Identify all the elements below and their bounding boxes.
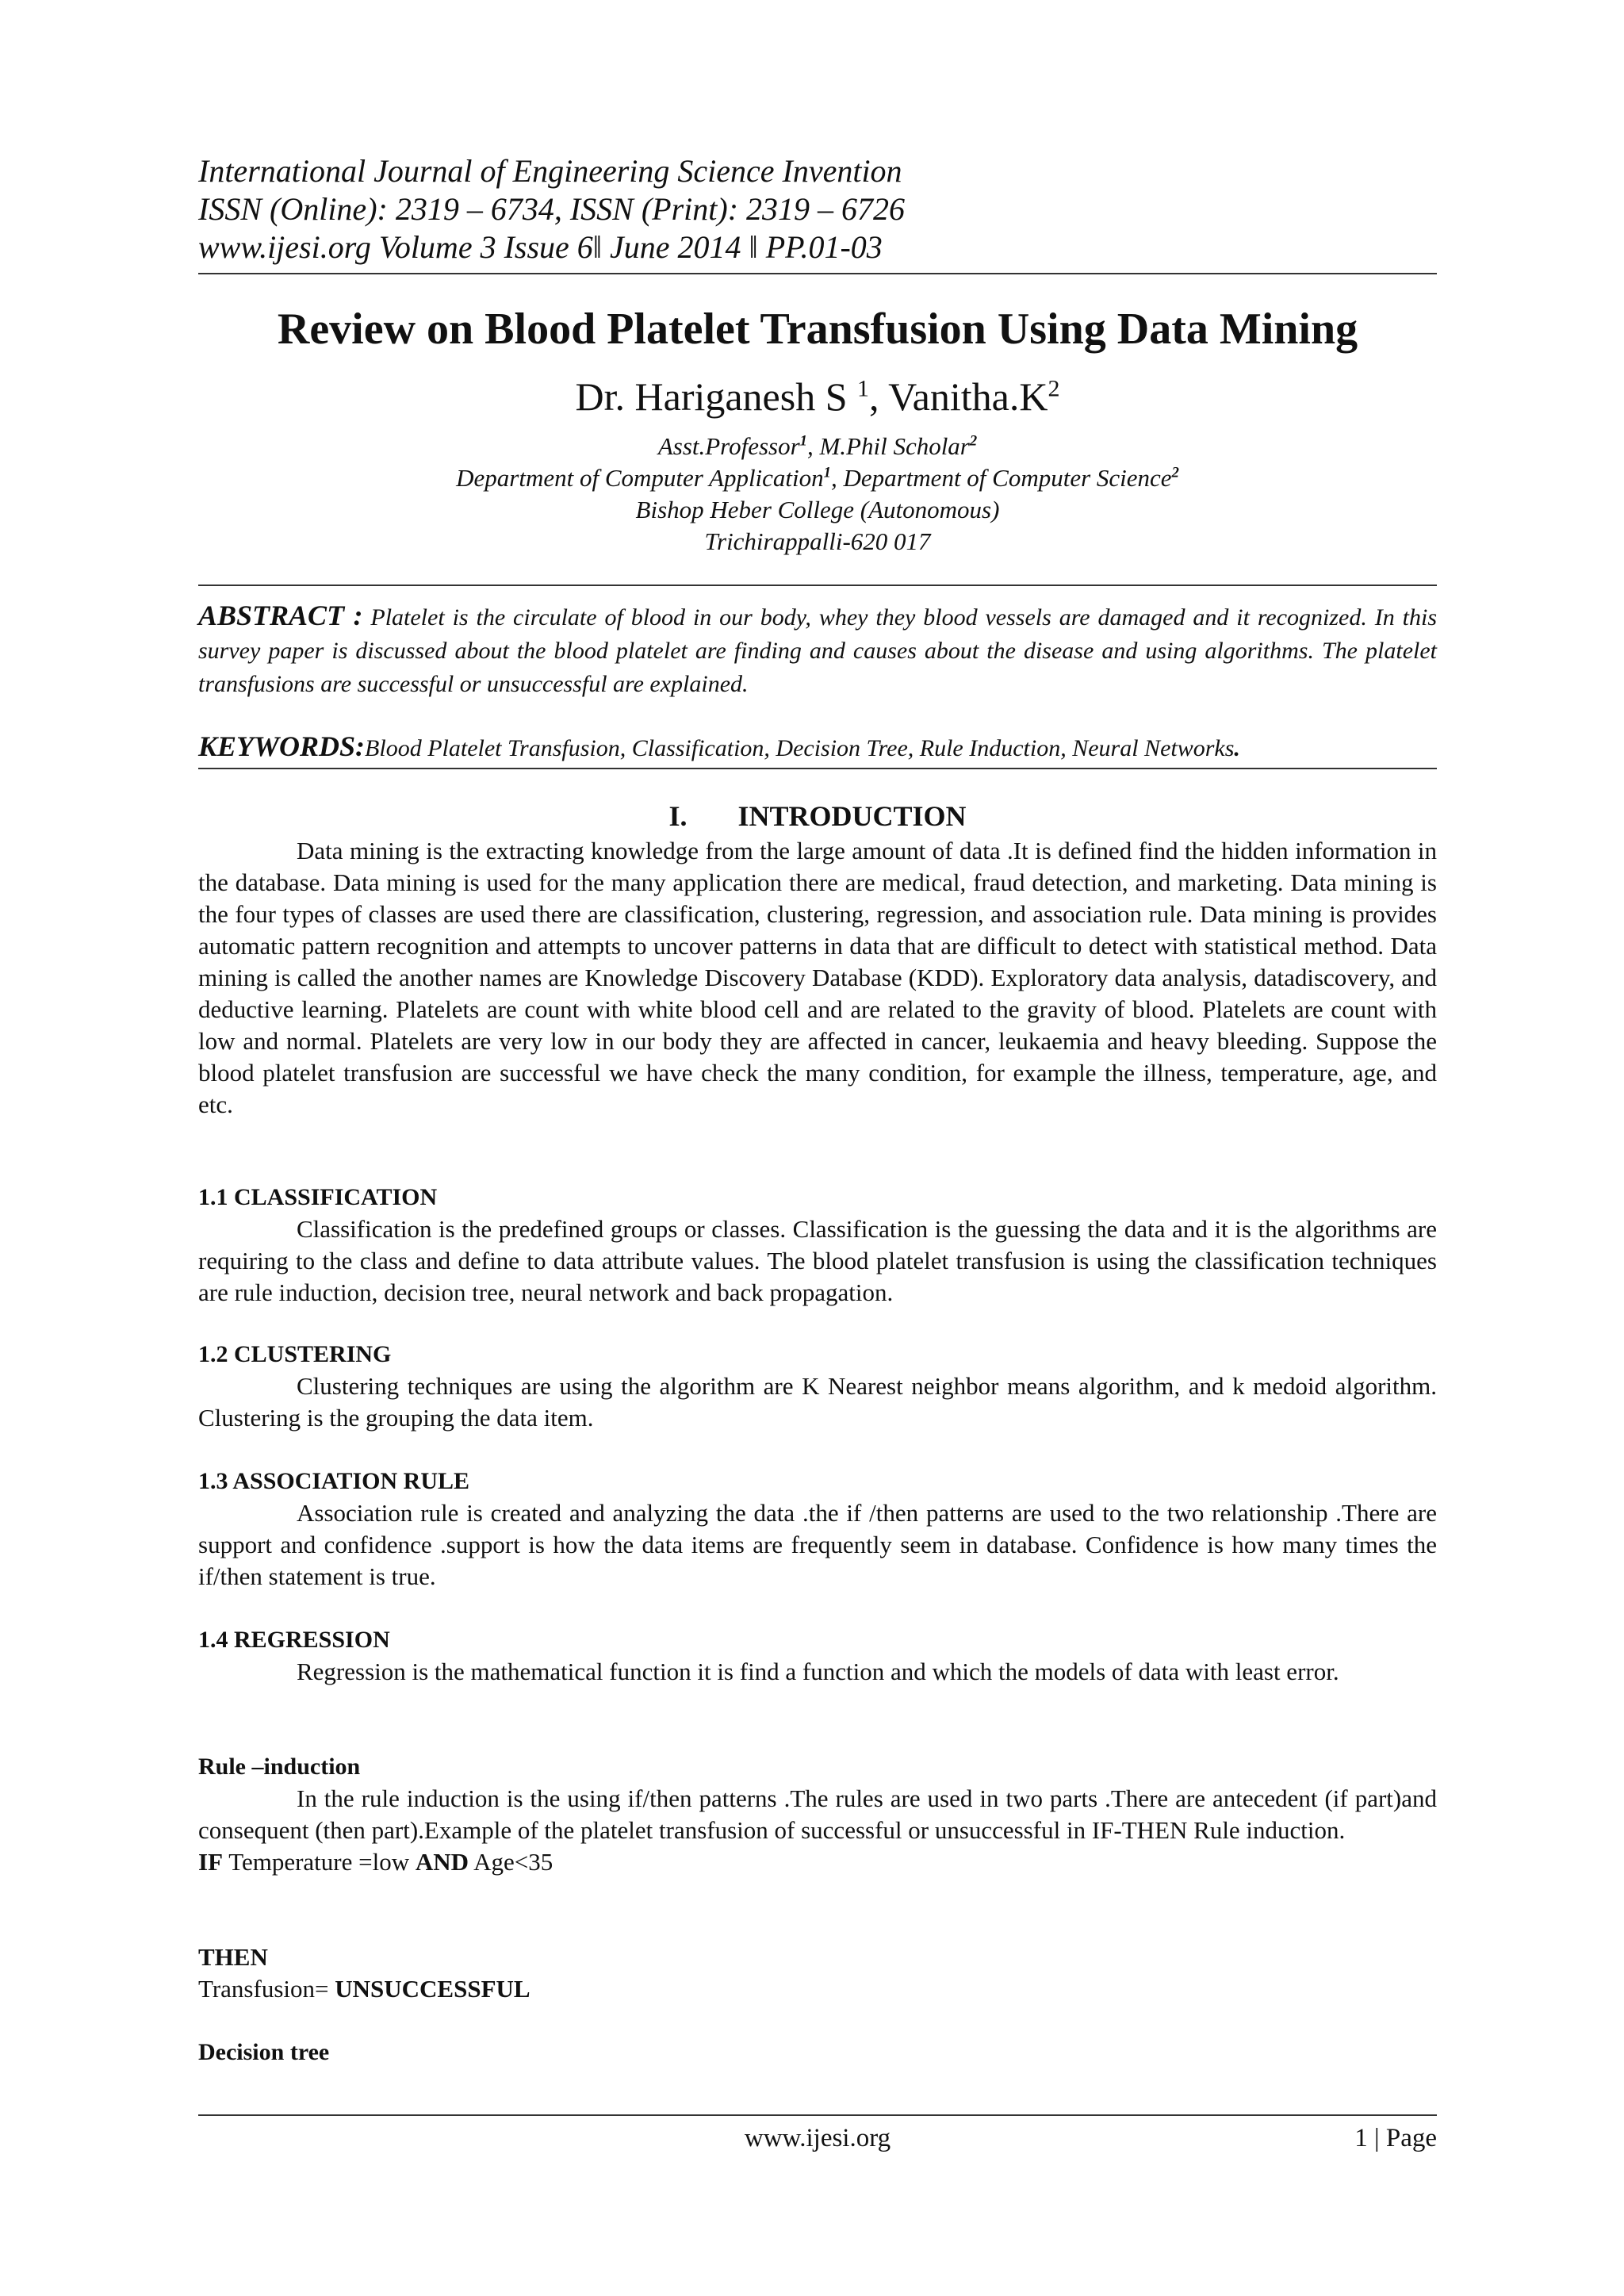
keywords-divider (198, 768, 1437, 769)
rule-then-line: THEN (198, 1943, 268, 1971)
abstract-label: ABSTRACT : (198, 600, 363, 631)
author-line (198, 373, 1437, 420)
rule-induction-text: In the rule induction is the using if/then patterns .The rules are used in two parts .There are antecedent (if part)and consequent (then part).Example of the platelet transfusion of successful or unsuccessful in IF-THEN Rule induction. (198, 1784, 1437, 1844)
footer-divider (198, 2114, 1437, 2116)
regression-text: Regression is the mathematical function it is find a function and which the models of data with least error. (297, 1658, 1339, 1685)
author-departments: Department of Computer Application$^1$, Department of Computer Science$^2$ (456, 464, 1179, 492)
clustering-text: Clustering techniques are using the algorithm are K Nearest neighbor means algorithm, and k medoid algorithm. Clustering is the grouping the data item. (198, 1372, 1437, 1432)
keywords-label: KEYWORDS: (198, 730, 366, 762)
header-divider (198, 273, 1437, 274)
rule-if-line: IF Temperature =low AND Age<35 (198, 1848, 553, 1876)
journal-volume: www.ijesi.org Volume 3 Issue 6ǁ June 2014 ǁ PP.01-03 (198, 229, 883, 265)
keywords-text: Blood Platelet Transfusion, Classification, Decision Tree, Rule Induction, Neural Networks (365, 735, 1235, 761)
keywords-end: . (1234, 735, 1240, 761)
classification-text: Classification is the predefined groups or classes. Classification is the guessing the data and it is the algorithms are requiring to the class and define to data attribute values. The blood platelet transfusion is using the classification techniques are rule induction, decision tree, neural network and back propagation. (198, 1215, 1437, 1306)
journal-header (198, 152, 905, 266)
rule-result-line: Transfusion= UNSUCCESSFUL (198, 1975, 530, 2003)
affiliations (198, 431, 1437, 558)
college-city: Trichirappalli-620 017 (704, 527, 931, 555)
section-association-rule (198, 1466, 1437, 1593)
author-1: Dr. Hariganesh S (575, 374, 858, 419)
section-rule-induction (198, 1751, 1437, 1878)
paper-title: Review on Blood Platelet Transfusion Using Data Mining (277, 305, 1358, 354)
abstract-top-divider (198, 585, 1437, 586)
section-heading-introduction: I. INTRODUCTION (668, 800, 967, 832)
intro-paragraph: Data mining is the extracting knowledge from the large amount of data .It is defined find the hidden information in the database. Data mining is used for the many application there are medical, fraud detection, and marketing. Data mining is the four types of classes are used there are classification, clustering, regression, and association rule. Data mining is provides automatic pattern recognition and attempts to uncover patterns in data that are difficult to detect with statistical method. Data mining is called the another names are Knowledge Discovery Database (KDD). Exploratory data analysis, datadiscovery, and deductive learning. Platelets are count with white blood cell and are related to the gravity of blood. Platelets are count with low and normal. Platelets are very low in our body they are affected in cancer, leukaemia and heavy bleeding. Suppose the blood platelet transfusion are successful we have check the many condition, for example the illness, temperature, age, and etc. (198, 837, 1437, 1118)
section-clustering (198, 1339, 1437, 1434)
footer-page-number: 1 | Page (1354, 2124, 1437, 2152)
author-2: , Vanitha.K (869, 374, 1048, 419)
author-roles: Asst.Professor$^1$, M.Phil Scholar$^2$ (657, 432, 978, 460)
heading-clustering: 1.2 CLUSTERING (198, 1341, 392, 1367)
keywords (198, 730, 1437, 765)
heading-rule-induction: Rule –induction (198, 1754, 361, 1780)
section-classification (198, 1182, 1437, 1309)
heading-classification: 1.1 CLASSIFICATION (198, 1184, 438, 1210)
section-decision-tree (198, 2037, 1437, 2068)
section-regression (198, 1624, 1437, 1688)
heading-association-rule: 1.3 ASSOCIATION RULE (198, 1468, 470, 1494)
heading-regression: 1.4 REGRESSION (198, 1627, 390, 1653)
author-1-sup: 1 (857, 375, 870, 402)
journal-issn: ISSN (Online): 2319 – 6734, ISSN (Print): 2319 – 6726 (198, 191, 906, 227)
heading-decision-tree: Decision tree (198, 2039, 330, 2065)
rule-then-block (198, 1941, 1437, 2005)
abstract (198, 599, 1437, 701)
college-name: Bishop Heber College (Autonomous) (635, 496, 1000, 523)
footer-url: www.ijesi.org (744, 2124, 891, 2152)
author-2-sup: 2 (1048, 375, 1060, 402)
abstract-text: Platelet is the circulate of blood in our body, whey they blood vessels are damaged and it recognized. In this survey paper is discussed about the blood platelet are finding and causes about the disease and using algorithms. The platelet transfusions are successful or unsuccessful are explained. (198, 604, 1437, 697)
journal-name: International Journal of Engineering Science Invention (198, 153, 902, 189)
association-rule-text: Association rule is created and analyzing the data .the if /then patterns are used to the two relationship .There are support and confidence .support is how the data items are frequently seem in database. Confidence is how many times the if/then statement is true. (198, 1499, 1437, 1590)
